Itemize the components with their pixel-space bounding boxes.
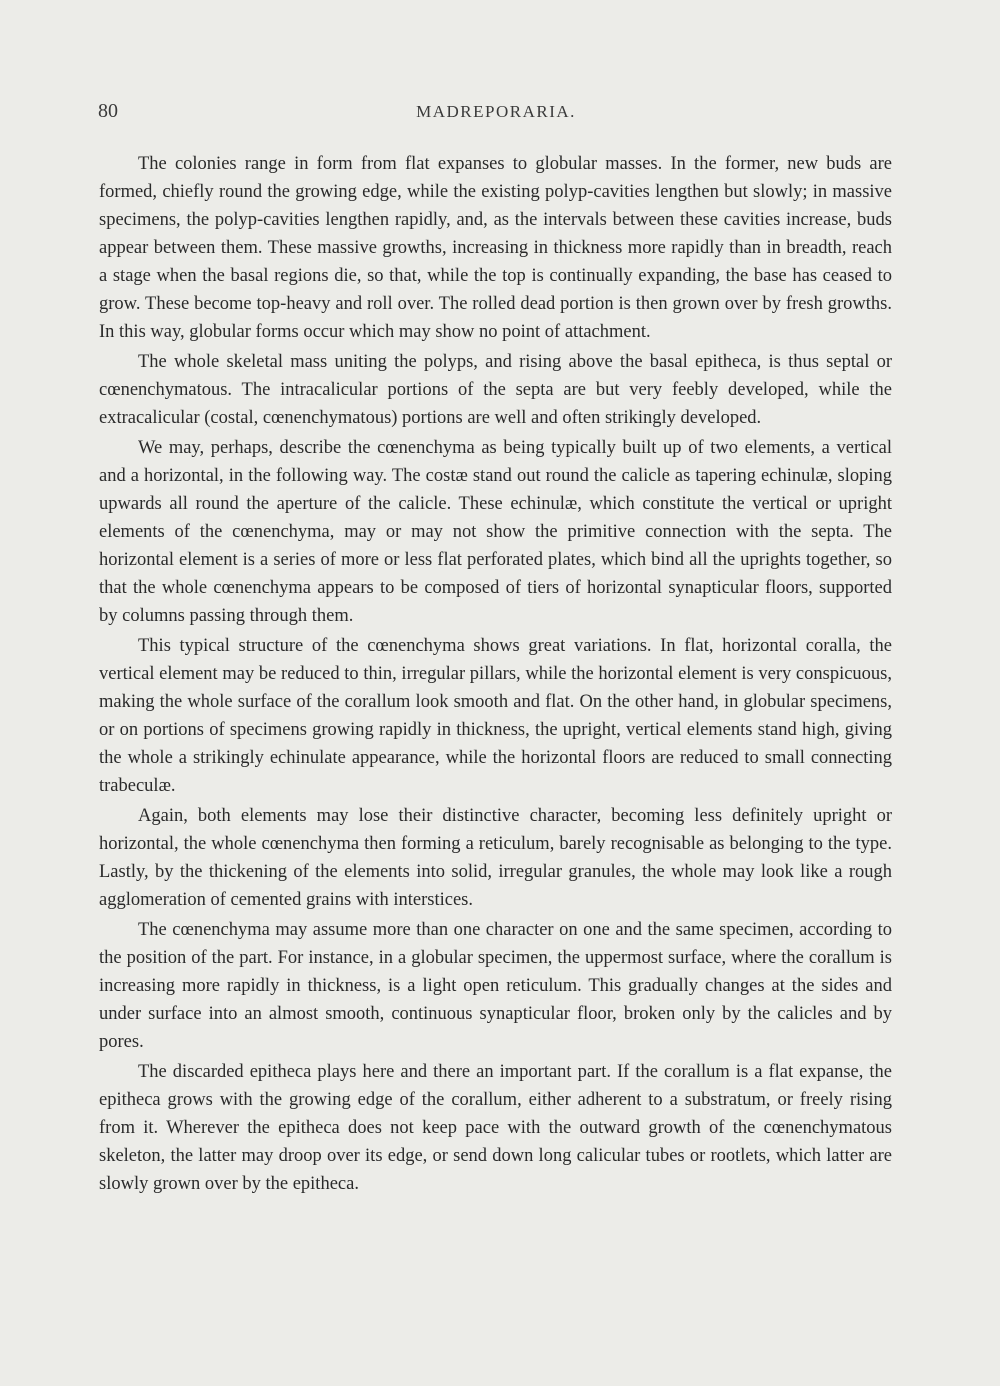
paragraph-skeletal-mass: The whole skeletal mass uniting the polyps, and rising above the basal epitheca, is thus septal or cœnenchymatous. The intracalicular portions of the septa are but very feebly developed, while the extracalicular (costal, cœnenchymatous) portions are well and often strikingly developed. — [99, 352, 892, 428]
paragraph-reticulum: Again, both elements may lose their distinctive character, becoming less definitely upright or horizontal, the whole cœnenchyma then forming a reticulum, barely recognisable as belonging to the type. Lastly, by the thickening of the elements into solid, irregular granules, the whole may look like a rough agglomeration of cemented grains with interstices. — [99, 806, 892, 910]
page-number: 80 — [98, 100, 118, 122]
body-text — [99, 150, 892, 1200]
paragraph-structure-variations: This typical structure of the cœnenchyma shows great variations. In flat, horizontal coralla, the vertical element may be reduced to thin, irregular pillars, while the horizontal element is very conspicuous, making the whole surface of the corallum look smooth and flat. On the other hand, in globular specimens, or on portions of specimens growing rapidly in thickness, the upright, vertical elements stand high, giving the whole a strikingly echinulate appearance, while the horizontal floors are reduced to small connecting trabeculæ. — [99, 636, 892, 796]
paragraph-character-by-position: The cœnenchyma may assume more than one character on one and the same specimen, according to the position of the part. For instance, in a globular specimen, the uppermost surface, where the corallum is increasing more rapidly in thickness, is a light open reticulum. This gradually changes at the sides and under surface into an almost smooth, continuous synapticular floor, broken only by the calicles and by pores. — [99, 920, 892, 1052]
paragraph-colony-forms: The colonies range in form from flat expanses to globular masses. In the former, new buds are formed, chiefly round the growing edge, while the existing polyp-cavities lengthen but slowly; in massive specimens, the polyp-cavities lengthen rapidly, and, as the intervals between these cavities increase, buds appear between them. These massive growths, increasing in thickness more rapidly than in breadth, reach a stage when the basal regions die, so that, while the top is continually expanding, the base has ceased to grow. These become top-heavy and roll over. The rolled dead portion is then grown over by fresh growths. In this way, globular forms occur which may show no point of attachment. — [99, 154, 892, 342]
paragraph-coenenchyma-elements: We may, perhaps, describe the cœnenchyma as being typically built up of two elements, a vertical and a horizontal, in the following way. The costæ stand out round the calicle as tapering echinulæ, sloping upwards all round the aperture of the calicle. These echinulæ, which constitute the vertical or upright elements of the cœnenchyma, may or may not show the primitive connection with the septa. The horizontal element is a series of more or less flat perforated plates, which bind all the uprights together, so that the whole cœnenchyma appears to be composed of tiers of horizontal synapticular floors, supported by columns passing through them. — [99, 438, 892, 626]
page-header — [98, 100, 894, 130]
running-title: MADREPORARIA. — [416, 102, 576, 121]
paragraph-epitheca: The discarded epitheca plays here and there an important part. If the corallum is a flat expanse, the epitheca grows with the growing edge of the corallum, either adherent to a substratum, or freely rising from it. Wherever the epitheca does not keep pace with the outward growth of the cœnenchymatous skeleton, the latter may droop over its edge, or send down long calicular tubes or rootlets, which latter are slowly grown over by the epitheca. — [99, 1062, 892, 1194]
